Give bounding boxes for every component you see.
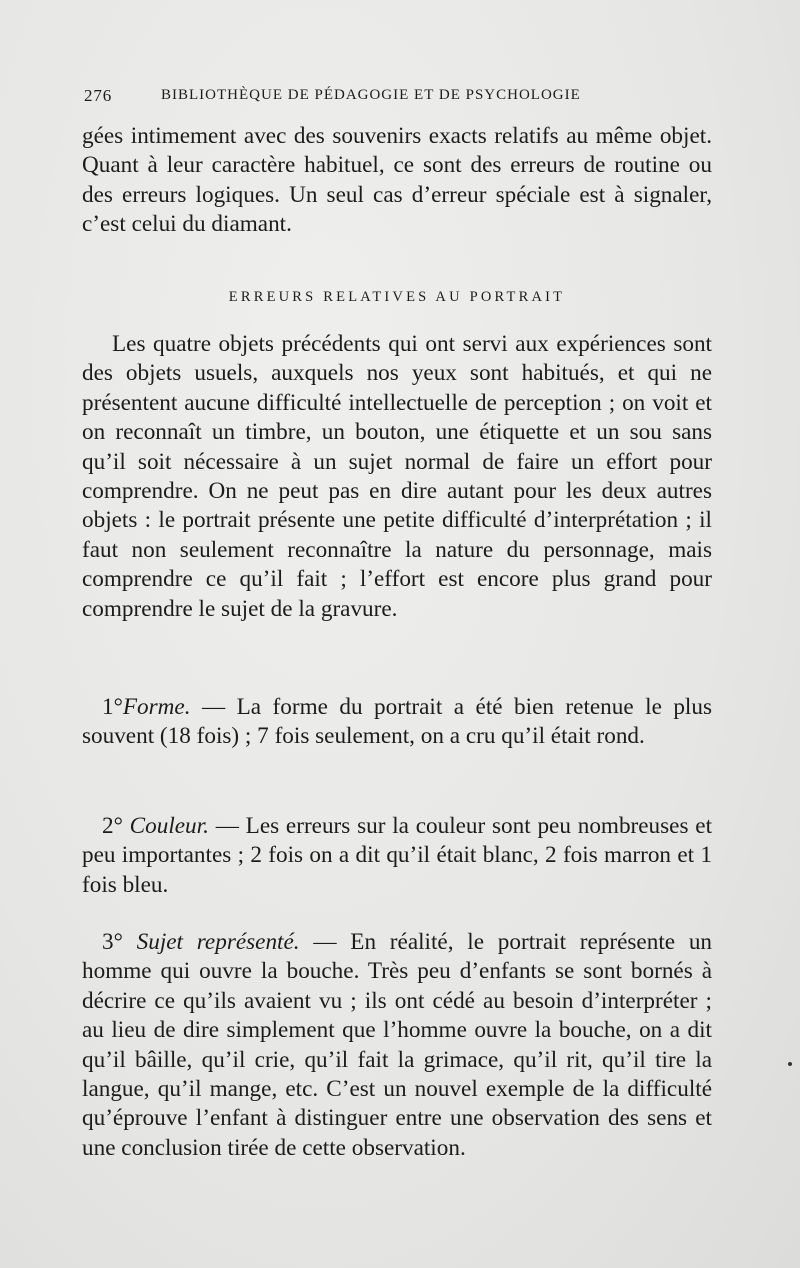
paper-speck xyxy=(788,1062,792,1066)
item-title: Couleur. xyxy=(129,813,209,839)
item-text: — En réalité, le portrait représente un homme qui ouvre la bouche. Très peu d’enfants se sont bornés à décrire ce qu’ils avaient vu ; ils ont cédé au besoin d’interpréter ; au lieu de dire simplement que l’homme ouvre la bouche, on a dit qu’il bâille, qu’il crie, qu’il fait la grimace, qu’il rit, qu’il tire la langue, qu’il mange, etc. C’est un nouvel exemple de la difficulté qu’éprouve l’enfant à distinguer entre une observation des sens et une conclusion tirée de cette observation. xyxy=(82,929,713,1161)
item-text: — La forme du portrait a été bien retenue le plus souvent (18 fois) ; 7 fois seulement, on a cru qu’il était rond. xyxy=(82,694,712,750)
paragraph-sujet xyxy=(82,928,712,1163)
section-heading: ERREURS RELATIVES AU PORTRAIT xyxy=(228,289,566,305)
paragraph-continuation: gées intimement avec des souvenirs exacts relatifs au même objet. Quant à leur caractère habituel, ce sont des erreurs de routine ou des erreurs logiques. Un seul cas d’erreur spéciale est à signaler, c’est celui du diamant. xyxy=(82,123,712,238)
item-title: Sujet représenté. xyxy=(136,929,300,955)
page-number: 276 xyxy=(84,86,113,105)
item-number: 3° xyxy=(102,929,123,955)
book-title: BIBLIOTHÈQUE DE PÉDAGOGIE ET DE PSYCHOLOGIE xyxy=(161,87,581,103)
running-head xyxy=(84,86,724,110)
item-title: Forme. xyxy=(122,694,191,720)
item-number: 2° xyxy=(102,813,123,839)
paragraph-intro: Les quatre objets précédents qui ont servi aux expériences sont des objets usuels, auxquels nos yeux sont habitués, et qui ne présentent aucune difficulté intellectuelle de perception ; on voit et on reconnaît un timbre, un bouton, une étiquette et un sou sans qu’il soit nécessaire à un sujet normal de faire un effort pour comprendre. On ne peut pas en dire autant pour les deux autres objets : le portrait présente une petite difficulté d’interprétation ; il faut non seulement reconnaître la nature du personnage, mais comprendre ce qu’il fait ; l’effort est encore plus grand pour comprendre le sujet de la gravure. xyxy=(82,331,712,622)
paragraph-couleur xyxy=(82,812,712,900)
item-number: 1° xyxy=(102,694,123,720)
paragraph-forme xyxy=(82,693,712,752)
item-text: — Les erreurs sur la couleur sont peu nombreuses et peu importantes ; 2 fois on a dit qu’il était blanc, 2 fois marron et 1 fois bleu. xyxy=(82,813,713,898)
